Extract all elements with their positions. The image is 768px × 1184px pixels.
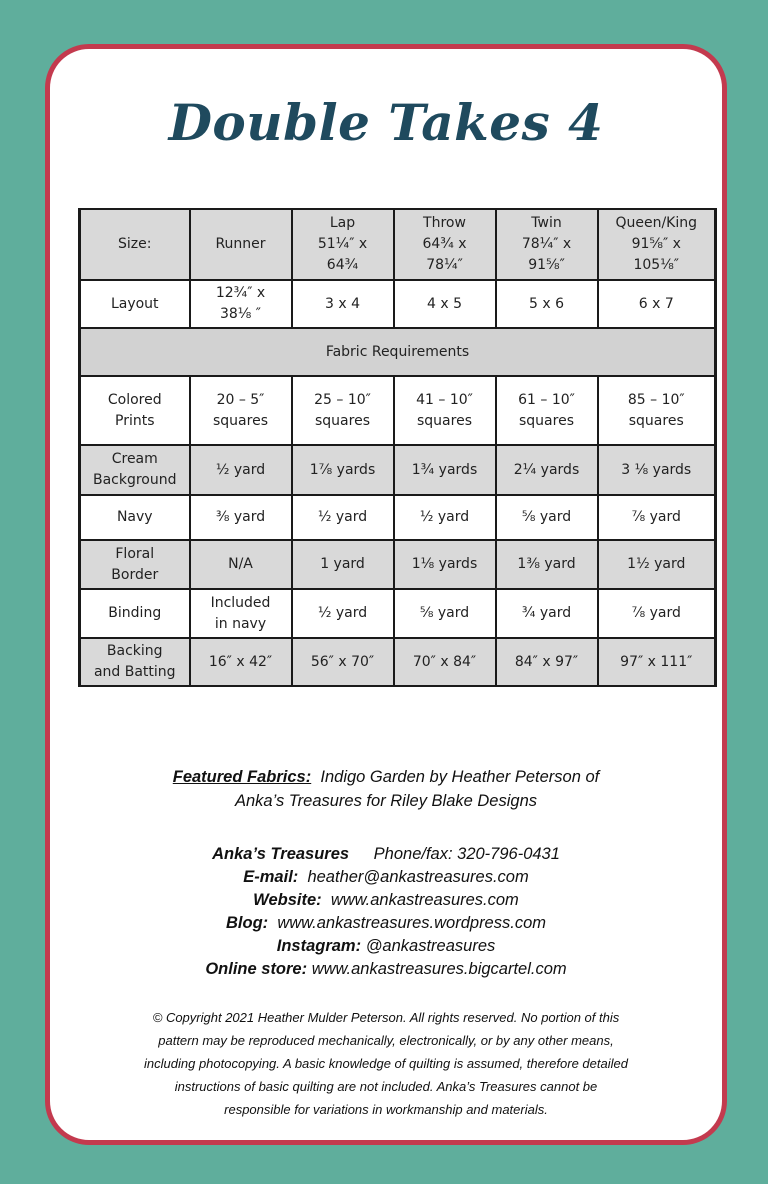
- value-cell-line: squares: [417, 412, 472, 429]
- website-link[interactable]: www.ankastreasures.com: [330, 891, 519, 909]
- email-label: E-mail:: [243, 868, 299, 886]
- layout-cell-line: 5 x 6: [529, 295, 564, 312]
- contact-instagram-line: [50, 935, 722, 958]
- featured-line-1: [50, 765, 722, 789]
- layout-cell-line: 38⅛ ″: [219, 306, 262, 322]
- value-cell-line: squares: [315, 412, 370, 429]
- fabric-requirements-heading: Fabric Requirements: [80, 328, 716, 376]
- value-cell-line: ⅞ yard: [631, 605, 681, 621]
- size-header-cell-line: Lap: [329, 215, 356, 231]
- value-cell: [598, 445, 716, 495]
- value-cell: [496, 445, 598, 495]
- value-cell: [292, 540, 394, 589]
- value-cell: [190, 589, 292, 638]
- value-cell-line: 1⅞ yards: [309, 461, 376, 478]
- fabric-requirements-table: [78, 208, 717, 687]
- website-label: Website:: [253, 891, 322, 909]
- size-header-cell: [394, 209, 496, 280]
- row-label-cell: [80, 540, 190, 589]
- row-label-cell-line: Navy: [116, 509, 153, 525]
- value-cell-line: 70″ x 84″: [412, 653, 477, 670]
- row-label-cell-line: Floral: [115, 545, 155, 562]
- instagram-handle[interactable]: @ankastreasures: [365, 937, 496, 955]
- value-cell: [598, 589, 716, 638]
- value-cell: [496, 589, 598, 638]
- copyright-line: responsible for variations in workmanship and materials.: [224, 1102, 548, 1117]
- row-label-cell-line: Colored: [107, 391, 162, 408]
- value-cell-line: 1¾ yards: [411, 461, 478, 478]
- size-header-cell: [598, 209, 716, 280]
- table-row: [80, 495, 716, 540]
- value-cell: [292, 495, 394, 540]
- value-cell: [598, 495, 716, 540]
- store-link[interactable]: www.ankastreasures.bigcartel.com: [311, 960, 567, 978]
- row-label-cell: [80, 589, 190, 638]
- contact-blog-line: [50, 912, 722, 935]
- featured-label: Featured Fabrics:: [172, 768, 312, 786]
- value-cell-line: 20 – 5″: [216, 391, 265, 408]
- value-cell-line: ⅞ yard: [631, 509, 681, 525]
- row-label-cell-line: and Batting: [93, 664, 176, 680]
- featured-fabrics: [50, 765, 722, 813]
- size-label-cell: Size:: [80, 209, 190, 280]
- table-row: [80, 376, 716, 445]
- value-cell-line: 56″ x 70″: [310, 653, 375, 670]
- page-title: Double Takes 4: [168, 93, 604, 152]
- row-label-cell: [80, 638, 190, 686]
- row-label-cell: [80, 376, 190, 445]
- size-header-cell-line: Queen/King: [615, 215, 698, 231]
- value-cell: [394, 638, 496, 686]
- row-label-cell-line: Prints: [115, 412, 155, 429]
- copyright-line: instructions of basic quilting are not included. Anka’s Treasures cannot be: [174, 1079, 598, 1094]
- value-cell: [496, 638, 598, 686]
- blog-label: Blog:: [225, 914, 269, 932]
- value-cell-line: 1 yard: [320, 556, 365, 572]
- layout-cell-line: 3 x 4: [325, 295, 360, 312]
- size-header-cell: [292, 209, 394, 280]
- value-cell-line: 25 – 10″: [314, 391, 371, 408]
- layout-cell-line: 12¾″ x: [215, 285, 266, 301]
- table-row: [80, 638, 716, 686]
- value-cell: [496, 540, 598, 589]
- contact-company-line: [50, 843, 722, 866]
- contact-store-line: [50, 958, 722, 981]
- pattern-card: [45, 44, 727, 1145]
- size-header-cell-line: 105⅛″: [633, 257, 680, 273]
- value-cell-line: 85 – 10″: [627, 391, 685, 408]
- row-label-cell: Layout: [80, 280, 190, 328]
- row-label-cell-line: Border: [111, 566, 159, 583]
- value-cell-line: 84″ x 97″: [514, 653, 579, 670]
- size-header-cell-line: Runner: [215, 236, 266, 252]
- value-cell-line: 41 – 10″: [416, 391, 473, 408]
- value-cell: [190, 540, 292, 589]
- size-header-cell-line: 78¼″: [426, 257, 463, 273]
- value-cell: [394, 540, 496, 589]
- value-cell: [292, 445, 394, 495]
- layout-cell: [292, 280, 394, 328]
- value-cell: [292, 589, 394, 638]
- size-header-cell-line: 78¼″ x: [521, 236, 572, 252]
- layout-cell: [190, 280, 292, 328]
- layout-cell-line: 4 x 5: [427, 295, 462, 312]
- value-cell-line: squares: [213, 412, 268, 429]
- value-cell-line: 1⅜ yard: [517, 556, 576, 572]
- contact-website-line: [50, 889, 722, 912]
- value-cell: [496, 376, 598, 445]
- size-header-cell-line: 64¾ x: [422, 236, 467, 252]
- table-row: [80, 589, 716, 638]
- value-cell-line: ⅝ yard: [419, 605, 470, 621]
- size-header-cell: [496, 209, 598, 280]
- row-label-cell-line: Background: [92, 472, 177, 488]
- table-row: [80, 540, 716, 589]
- instagram-label: Instagram:: [276, 937, 362, 955]
- value-cell-line: squares: [519, 412, 574, 429]
- contact-email-line: [50, 866, 722, 889]
- table-row: [80, 445, 716, 495]
- value-cell: [190, 445, 292, 495]
- value-cell-line: 61 – 10″: [518, 391, 575, 408]
- value-cell: [190, 638, 292, 686]
- value-cell-line: Included: [210, 594, 271, 611]
- size-header-cell-line: 91⅝″: [528, 257, 565, 273]
- copyright-line: pattern may be reproduced mechanically, electronically, or by any other means,: [158, 1033, 614, 1048]
- value-cell-line: ½ yard: [419, 509, 470, 525]
- value-cell-line: 16″ x 42″: [208, 653, 273, 670]
- value-cell: [598, 376, 716, 445]
- value-cell: [598, 638, 716, 686]
- section-header-row: [80, 328, 716, 376]
- row-label-cell-line: Binding: [108, 605, 162, 621]
- value-cell: [190, 376, 292, 445]
- copyright-line: including photocopying. A basic knowledge of quilting is assumed, therefore detailed: [144, 1056, 628, 1071]
- layout-cell: [496, 280, 598, 328]
- featured-value-1: Indigo Garden by Heather Peterson of: [320, 768, 600, 786]
- value-cell-line: ¾ yard: [521, 605, 572, 621]
- value-cell-line: ½ yard: [317, 605, 368, 621]
- value-cell: [190, 495, 292, 540]
- layout-cell: [394, 280, 496, 328]
- store-label: Online store:: [205, 960, 308, 978]
- row-label-cell-line: Cream: [111, 451, 158, 467]
- value-cell-line: 3 ⅛ yards: [621, 461, 692, 478]
- featured-line-2: Anka’s Treasures for Riley Blake Designs: [234, 792, 537, 810]
- value-cell-line: 1⅛ yards: [411, 556, 478, 572]
- value-cell-line: ⅜ yard: [215, 509, 266, 525]
- size-header-cell-line: Twin: [531, 215, 562, 231]
- value-cell-line: ½ yard: [215, 461, 266, 478]
- value-cell: [598, 540, 716, 589]
- layout-cell-line: 6 x 7: [638, 295, 674, 312]
- value-cell-line: 2¼ yards: [513, 461, 580, 478]
- value-cell: [496, 495, 598, 540]
- value-cell-line: ½ yard: [317, 509, 368, 525]
- value-cell: [292, 638, 394, 686]
- value-cell-line: ⅝ yard: [521, 509, 572, 525]
- size-header-cell-line: 64¾: [326, 257, 359, 273]
- table-row: [80, 280, 716, 328]
- copyright-notice: [110, 1006, 662, 1121]
- layout-cell: [598, 280, 716, 328]
- phone-fax: Phone/fax: 320-796-0431: [373, 845, 560, 863]
- value-cell-line: 1½ yard: [627, 556, 686, 572]
- row-label-cell-line: Backing: [106, 643, 163, 659]
- value-cell: [394, 495, 496, 540]
- company-name: Anka’s Treasures: [212, 845, 350, 863]
- contact-info: [50, 843, 722, 981]
- row-label-cell: [80, 445, 190, 495]
- value-cell-line: in navy: [214, 615, 267, 632]
- size-header-cell-line: Throw: [423, 215, 466, 231]
- value-cell: [394, 589, 496, 638]
- blog-link[interactable]: www.ankastreasures.wordpress.com: [277, 914, 546, 932]
- value-cell: [394, 376, 496, 445]
- value-cell: [394, 445, 496, 495]
- value-cell: [292, 376, 394, 445]
- row-label-cell: [80, 495, 190, 540]
- copyright-line: © Copyright 2021 Heather Mulder Peterson. All rights reserved. No portion of this: [152, 1010, 620, 1025]
- email-link[interactable]: heather@ankastreasures.com: [307, 868, 529, 886]
- size-header-cell-line: 51¼″ x: [317, 236, 368, 252]
- value-cell-line: squares: [628, 412, 684, 429]
- value-cell-line: 97″ x 111″: [620, 653, 693, 670]
- size-header-cell-line: 91⅝″ x: [631, 236, 681, 252]
- size-header-cell: [190, 209, 292, 280]
- table-header-row: [80, 209, 716, 280]
- value-cell-line: N/A: [228, 556, 253, 572]
